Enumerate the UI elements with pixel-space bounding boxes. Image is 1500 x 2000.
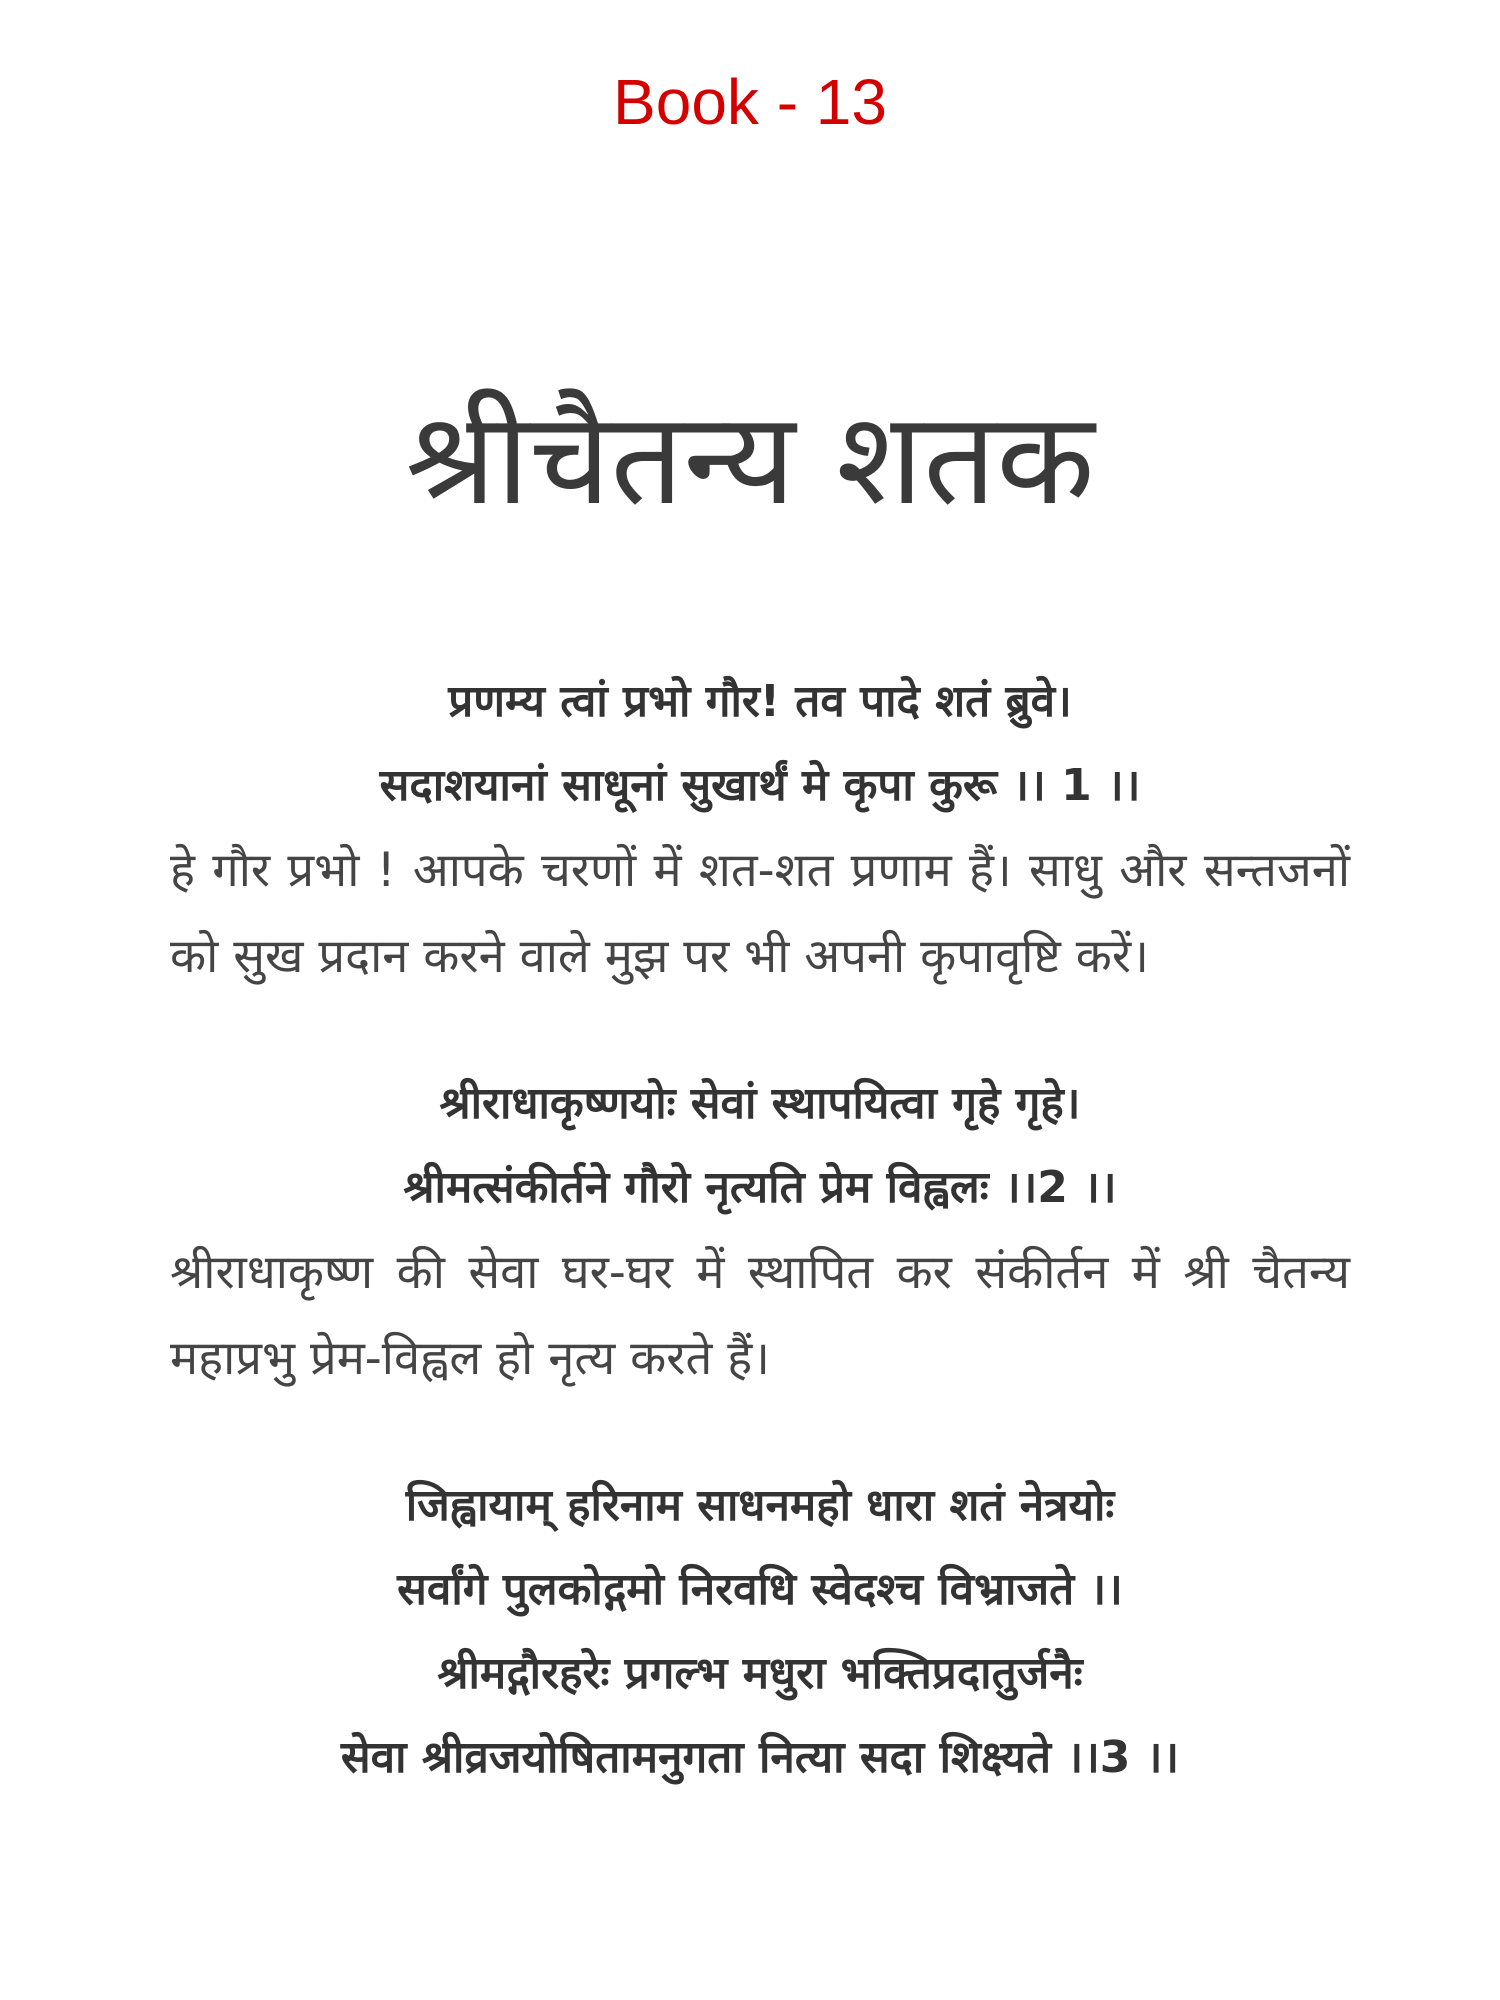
verse-line: प्रणम्य त्वां प्रभो गौर! तव पादे शतं ब्रुवे। bbox=[448, 676, 1072, 727]
verse-line: जिह्वायाम् हरिनाम साधनमहो धारा शतं नेत्रयोः bbox=[405, 1480, 1115, 1531]
verse-line: सेवा श्रीव्रजयोषितामनुगता नित्या सदा शिक्ष्यते ।।3 ।। bbox=[340, 1732, 1180, 1783]
sanskrit-verse bbox=[170, 660, 1350, 828]
verse-line: श्रीमत्संकीर्तने गौरो नृत्यति प्रेम विह्वलः ।।2 ।। bbox=[403, 1162, 1117, 1213]
book-label: Book - 13 bbox=[613, 66, 887, 138]
verse-block-1 bbox=[170, 660, 1350, 1000]
page-title: श्रीचैतन्य शतक bbox=[405, 385, 1095, 534]
verse-line: श्रीमद्गौरहरेः प्रगल्भ मधुरा भक्तिप्रदातुर्जनैः bbox=[437, 1648, 1083, 1699]
verse-line: श्रीराधाकृष्णयोः सेवां स्थापयित्वा गृहे गृहे। bbox=[439, 1078, 1081, 1129]
verse-block-3 bbox=[170, 1464, 1350, 1800]
sanskrit-verse bbox=[170, 1062, 1350, 1230]
hindi-translation: हे गौर प्रभो ! आपके चरणों में शत-शत प्रणाम हैं। साधु और सन्तजनों को सुख प्रदान करने वाले मुझ पर भी अपनी कृपावृष्टि करें। bbox=[170, 843, 1350, 984]
sanskrit-verse bbox=[170, 1464, 1350, 1800]
verse-line: सर्वांगे पुलकोद्गमो निरवधि स्वेदश्च विभ्राजते ।। bbox=[397, 1564, 1123, 1615]
hindi-translation: श्रीराधाकृष्ण की सेवा घर-घर में स्थापित कर संकीर्तन में श्री चैतन्य महाप्रभु प्रेम-विह्वल हो नृत्य करते हैं। bbox=[170, 1245, 1350, 1386]
page-content bbox=[170, 660, 1350, 1862]
verse-block-2 bbox=[170, 1062, 1350, 1402]
verse-line: सदाशयानां साधूनां सुखार्थं मे कृपा कुरू ।। 1 ।। bbox=[379, 760, 1141, 811]
